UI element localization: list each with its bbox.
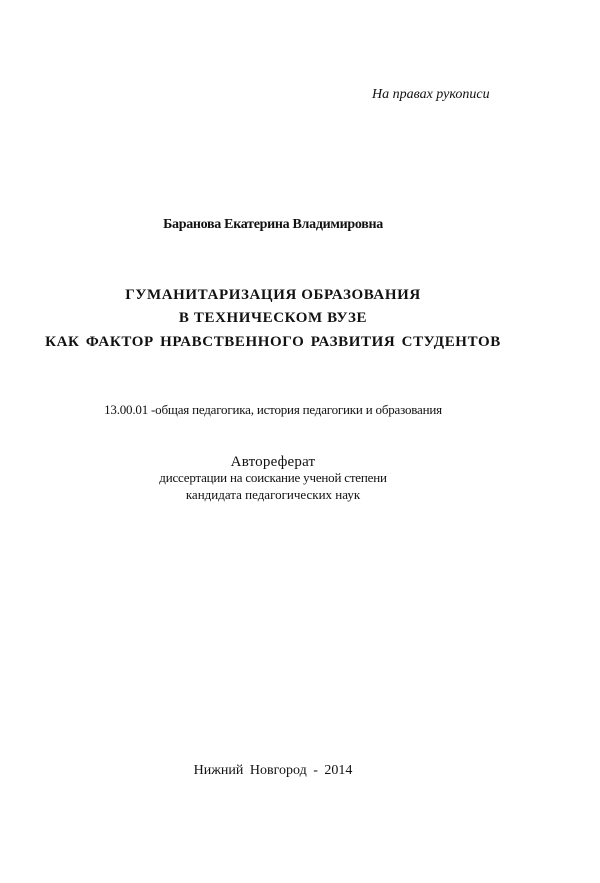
degree-line-1: диссертации на соискание ученой степени	[159, 470, 387, 485]
specialty-code: 13.00.01 -общая педагогика, история педагогики и образования	[104, 402, 442, 417]
abstract-label: Автореферат	[230, 454, 316, 470]
title-line-3: КАК ФАКТОР НРАВСТВЕННОГО РАЗВИТИЯ СТУДЕНТОВ	[45, 334, 501, 350]
place-year: Нижний Новгород - 2014	[193, 763, 353, 778]
title-line-1: ГУМАНИТАРИЗАЦИЯ ОБРАЗОВАНИЯ	[125, 287, 421, 303]
author-name: Баранова Екатерина Владимировна	[163, 217, 383, 232]
title-line-2: В ТЕХНИЧЕСКОМ ВУЗЕ	[178, 310, 368, 326]
degree-line-2: кандидата педагогических наук	[185, 487, 361, 502]
rights-note: На правах рукописи	[372, 87, 490, 102]
